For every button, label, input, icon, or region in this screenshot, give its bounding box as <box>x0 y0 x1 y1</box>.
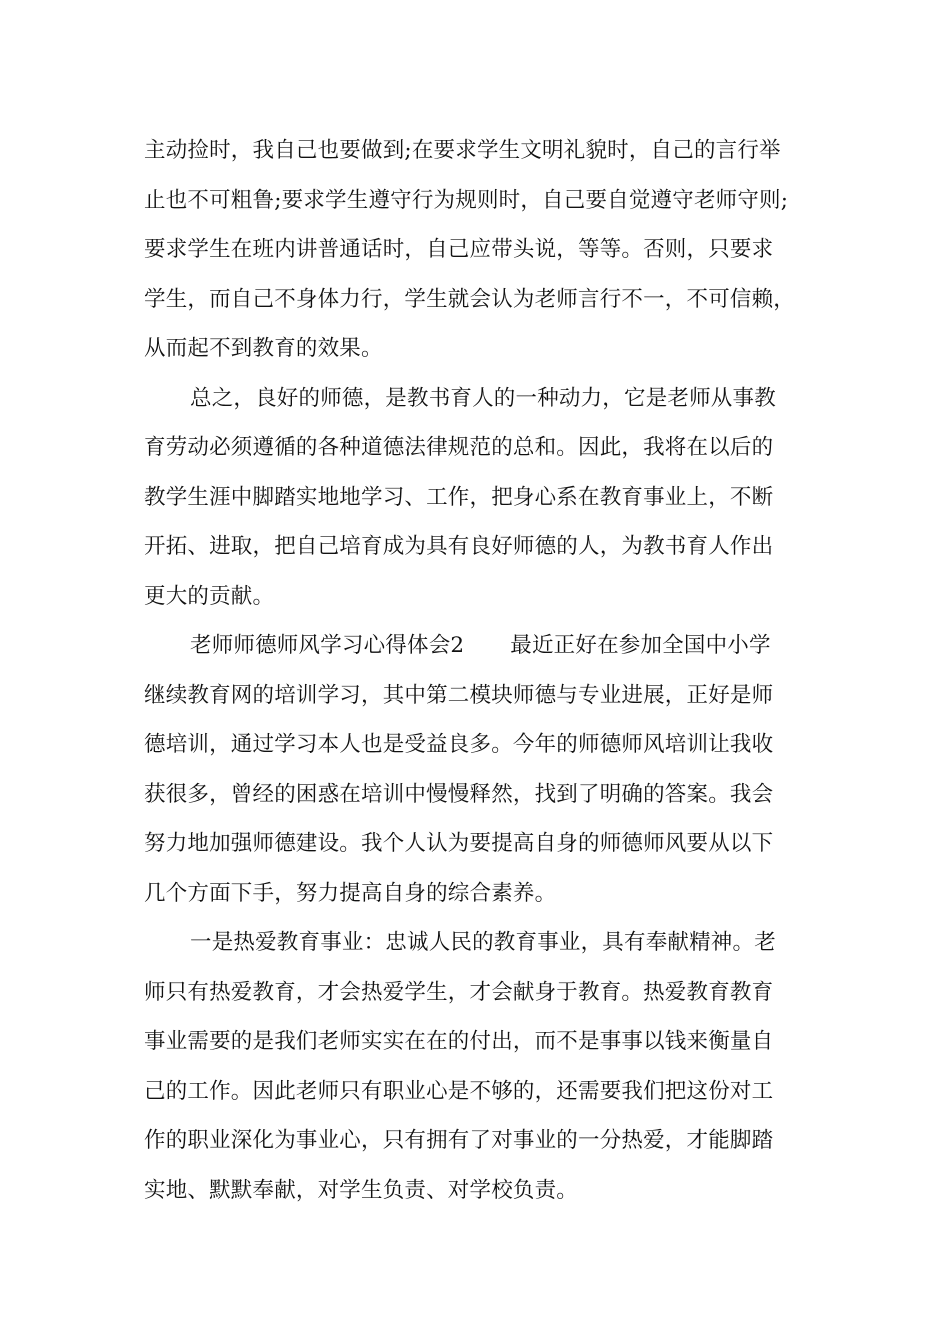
text-line: 几个方面下手，努力提高自身的综合素养。 <box>144 880 557 906</box>
text-line: 努力地加强师德建设。我个人认为要提高自身的师德师风要从以下 <box>144 831 774 856</box>
paragraph-section-2 <box>144 621 834 918</box>
text-line: 更大的贡献。 <box>144 583 275 609</box>
text-line: 己的工作。因此老师只有职业心是不够的，还需要我们把这份对工 <box>144 1078 774 1104</box>
text-line: 要求学生在班内讲普通话时，自己应带头说，等等。否则，只要求 <box>144 237 774 262</box>
section-heading-line <box>144 621 834 671</box>
text-line: 开拓、进取，把自己培育成为具有良好师德的人，为教书育人作出 <box>144 534 774 559</box>
paragraph-conclusion <box>144 374 834 622</box>
section-heading-tail: 最近正好在参加全国中小学 <box>510 633 771 658</box>
text-line: 继续教育网的培训学习，其中第二模块师德与专业进展，正好是师 <box>144 682 774 708</box>
text-line: 作的职业深化为事业心，只有拥有了对事业的一分热爱，才能脚踏 <box>144 1128 774 1153</box>
text-line: 德培训，通过学习本人也是受益良多。今年的师德师风培训让我收 <box>144 732 774 757</box>
text-line: 总之，良好的师德，是教书育人的一种动力，它是老师从事教 <box>190 385 776 411</box>
paragraph-continuation <box>144 126 834 374</box>
document-body <box>144 126 834 1215</box>
text-line: 一是热爱教育事业：忠诚人民的教育事业，具有奉献精神。老 <box>190 930 776 955</box>
text-line: 教学生涯中脚踏实地地学习、工作，把身心系在教育事业上，不断 <box>144 484 774 510</box>
text-line: 获很多，曾经的困惑在培训中慢慢释然，找到了明确的答案。我会 <box>144 781 774 807</box>
text-line: 从而起不到教育的效果。 <box>144 336 383 361</box>
text-line: 师只有热爱教育，才会热爱学生，才会献身于教育。热爱教育教育 <box>144 979 774 1005</box>
text-line: 主动捡时，我自己也要做到;在要求学生文明礼貌时，自己的言行举 <box>144 138 781 163</box>
text-line: 事业需要的是我们老师实实在在的付出，而不是事事以钱来衡量自 <box>144 1029 774 1054</box>
section-heading: 老师师德师风学习心得体会2 <box>190 633 465 658</box>
paragraph-point-one <box>144 918 834 1215</box>
text-line: 止也不可粗鲁;要求学生遵守行为规则时，自己要自觉遵守老师守则; <box>144 187 789 213</box>
text-line: 实地、默默奉献，对学生负责、对学校负责。 <box>144 1177 579 1203</box>
text-line: 学生，而自己不身体力行，学生就会认为老师言行不一，不可信赖， <box>144 286 796 312</box>
text-line: 育劳动必须遵循的各种道德法律规范的总和。因此，我将在以后的 <box>144 435 774 460</box>
